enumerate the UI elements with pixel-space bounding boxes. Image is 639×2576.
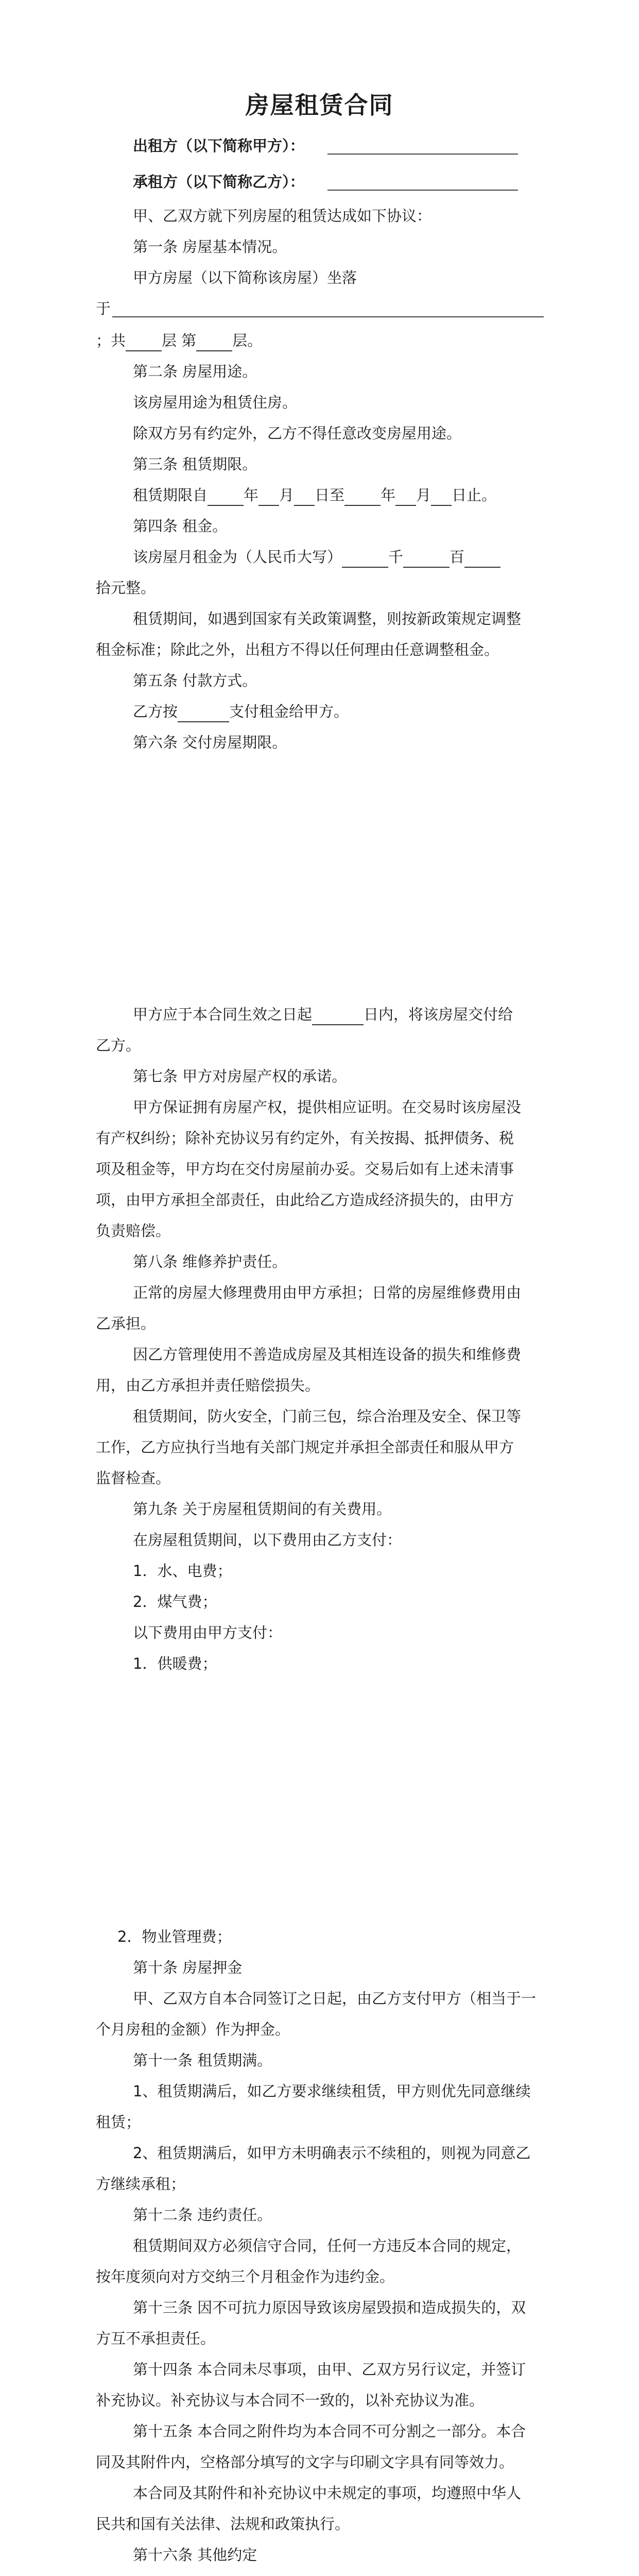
article-8-heading: 第八条 维修养护责任。: [133, 1253, 287, 1270]
article-2-text: 除双方另有约定外，乙方不得任意改变房屋用途。: [133, 425, 462, 442]
text-term-from: 租赁期限自: [133, 486, 208, 504]
text-month: 月: [416, 486, 431, 504]
article-8-text: 因乙方管理使用不善造成房屋及其相连设备的损失和维修费: [133, 1346, 522, 1363]
article-2-heading: 第二条 房屋用途。: [133, 363, 257, 380]
article-9-item: 1．供暖费；: [133, 1655, 217, 1672]
article-8-text: 工作，乙方应执行当地有关部门规定并承担全部责任和服从甲方: [96, 1438, 514, 1456]
total-floors-blank[interactable]: [126, 335, 162, 351]
article-7-heading: 第七条 甲方对房屋产权的承诺。: [133, 1067, 347, 1085]
text-pay: 乙方按: [133, 703, 178, 720]
text-floor-no: 层 第: [162, 332, 197, 349]
text-to: 日至: [315, 486, 345, 504]
payment-line: [133, 701, 349, 722]
floors-line: [96, 330, 262, 351]
article-4-text: 拾元整。: [96, 579, 156, 597]
article-14-text: 第十四条 本合同未尽事项，由甲、乙双方另行议定，并签订: [133, 2361, 526, 2378]
intro-text: 甲、乙双方就下列房屋的租赁达成如下协议：: [133, 207, 432, 225]
article-6-text: 乙方。: [96, 1037, 141, 1054]
text-total: ；共: [96, 332, 126, 349]
rent-amount-line: [133, 546, 500, 568]
article-7-text: 有产权纠纷；除补充协议另有约定外，有关按揭、抵押债务、税: [96, 1129, 514, 1147]
lessee-blank[interactable]: [327, 190, 518, 191]
article-7-text: 负责赔偿。: [96, 1222, 171, 1240]
article-8-text: 正常的房屋大修理费用由甲方承担；日常的房屋维修费用由: [133, 1284, 522, 1301]
article-1-heading: 第一条 房屋基本情况。: [133, 238, 287, 256]
text-delivery-end: 日内，将该房屋交付给: [364, 1006, 513, 1023]
payment-period-blank[interactable]: [178, 706, 229, 722]
article-11-text: 2、租赁期满后，如甲方未明确表示不续租的，则视为同意乙: [133, 2144, 531, 2162]
text-year: 年: [244, 486, 259, 504]
lessee-label: 承租方（以下简称乙方）：: [133, 173, 305, 191]
article-7-text: 项及租金等，甲方均在交付房屋前办妥。交易后如有上述未清事: [96, 1160, 514, 1178]
article-4-text: 租赁期间，如遇到国家有关政策调整，则按新政策规定调整: [133, 610, 522, 628]
lease-term-line: [133, 484, 496, 506]
text-year: 年: [381, 486, 396, 504]
article-1-text: 于: [96, 300, 111, 317]
rent-hundreds-blank[interactable]: [403, 551, 450, 568]
article-7-text: 甲方保证拥有房屋产权，提供相应证明。在交易时该房屋没: [133, 1098, 522, 1116]
lessor-blank[interactable]: [327, 154, 518, 155]
article-15-text: 同及其附件内，空格部分填写的文字与印刷文字具有同等效力。: [96, 2453, 514, 2471]
article-15-text: 本合同及其附件和补充协议中未规定的事项，均遵照中华人: [133, 2484, 522, 2502]
article-14-text: 补充协议。补充协议与本合同不一致的，以补充协议为准。: [96, 2392, 485, 2409]
article-16-heading: 第十六条 其他约定: [133, 2546, 257, 2564]
article-4-text: 租金标准；除此之外，出租方不得以任何理由任意调整租金。: [96, 641, 499, 658]
article-10-text: 甲、乙双方自本合同签订之日起，由乙方支付甲方（相当于一: [133, 1990, 537, 2007]
text-pay-end: 支付租金给甲方。: [229, 703, 349, 720]
end-year-blank[interactable]: [344, 489, 381, 506]
article-8-text: 用，由乙方承担并责任赔偿损失。: [96, 1377, 320, 1394]
text-thousand: 千: [388, 548, 404, 566]
article-11-text: 方继续承租；: [96, 2175, 186, 2193]
article-9-item: 2．物业管理费；: [117, 1928, 232, 1945]
article-3-heading: 第三条 租赁期限。: [133, 455, 257, 473]
article-2-text: 该房屋用途为租赁住房。: [133, 394, 298, 411]
article-12-text: 租赁期间双方必须信守合同，任何一方违反本合同的规定，: [133, 2237, 522, 2255]
article-9-item: 1．水、电费；: [133, 1562, 232, 1580]
article-5-heading: 第五条 付款方式。: [133, 672, 257, 689]
article-9-item: 2．煤气费；: [133, 1593, 217, 1611]
text-hundred: 百: [450, 548, 465, 566]
lessor-label: 出租方（以下简称甲方）：: [133, 137, 305, 155]
article-6-heading: 第六条 交付房屋期限。: [133, 734, 287, 751]
text-rent: 该房屋月租金为（人民币大写）: [133, 548, 342, 566]
text-end: 日止。: [452, 486, 497, 504]
article-10-heading: 第十条 房屋押金: [133, 1959, 243, 1976]
article-1-location: 甲方房屋（以下简称该房屋）坐落: [133, 269, 357, 286]
article-15-text: 第十五条 本合同之附件均为本合同不可分割之一部分。本合: [133, 2422, 526, 2440]
rent-thousands-blank[interactable]: [342, 551, 388, 568]
start-month-blank[interactable]: [258, 489, 279, 506]
start-year-blank[interactable]: [208, 489, 244, 506]
delivery-line: [133, 1004, 513, 1025]
article-9-heading: 第九条 关于房屋租赁期间的有关费用。: [133, 1500, 392, 1518]
contract-title: 房屋租赁合同: [245, 91, 394, 119]
article-13-text: 方互不承担责任。: [96, 2330, 216, 2347]
article-13-text: 第十三条 因不可抗力原因导致该房屋毁损和造成损失的，双: [133, 2299, 526, 2316]
article-11-text: 租赁；: [96, 2113, 141, 2131]
article-10-text: 个月房租的金额）作为押金。: [96, 2021, 290, 2038]
end-day-blank[interactable]: [431, 489, 452, 506]
article-15-text: 民共和国有关法律、法规和政策执行。: [96, 2515, 350, 2533]
delivery-days-blank[interactable]: [312, 1009, 364, 1025]
article-4-heading: 第四条 租金。: [133, 517, 228, 535]
article-11-heading: 第十一条 租赁期满。: [133, 2052, 272, 2069]
end-month-blank[interactable]: [395, 489, 416, 506]
start-day-blank[interactable]: [294, 489, 315, 506]
article-8-text: 乙承担。: [96, 1315, 156, 1332]
article-11-text: 1、租赁期满后，如乙方要求继续租赁，甲方则优先同意继续: [133, 2082, 531, 2100]
article-8-text: 租赁期间，防火安全，门前三包，综合治理及安全、保卫等: [133, 1408, 522, 1425]
article-8-text: 监督检查。: [96, 1469, 171, 1487]
text-floor-end: 层。: [232, 332, 263, 349]
floor-number-blank[interactable]: [196, 335, 232, 351]
article-12-text: 按年度须向对方交纳三个月租金作为违约金。: [96, 2268, 395, 2285]
article-9-text: 以下费用由甲方支付：: [133, 1624, 283, 1641]
article-12-heading: 第十二条 违约责任。: [133, 2206, 272, 2224]
address-blank[interactable]: [112, 316, 544, 317]
rent-tens-blank[interactable]: [464, 551, 500, 568]
article-7-text: 项，由甲方承担全部责任，由此给乙方造成经济损失的，由甲方: [96, 1191, 514, 1209]
article-9-text: 在房屋租赁期间，以下费用由乙方支付：: [133, 1531, 402, 1549]
text-delivery: 甲方应于本合同生效之日起: [133, 1006, 313, 1023]
text-month: 月: [279, 486, 295, 504]
